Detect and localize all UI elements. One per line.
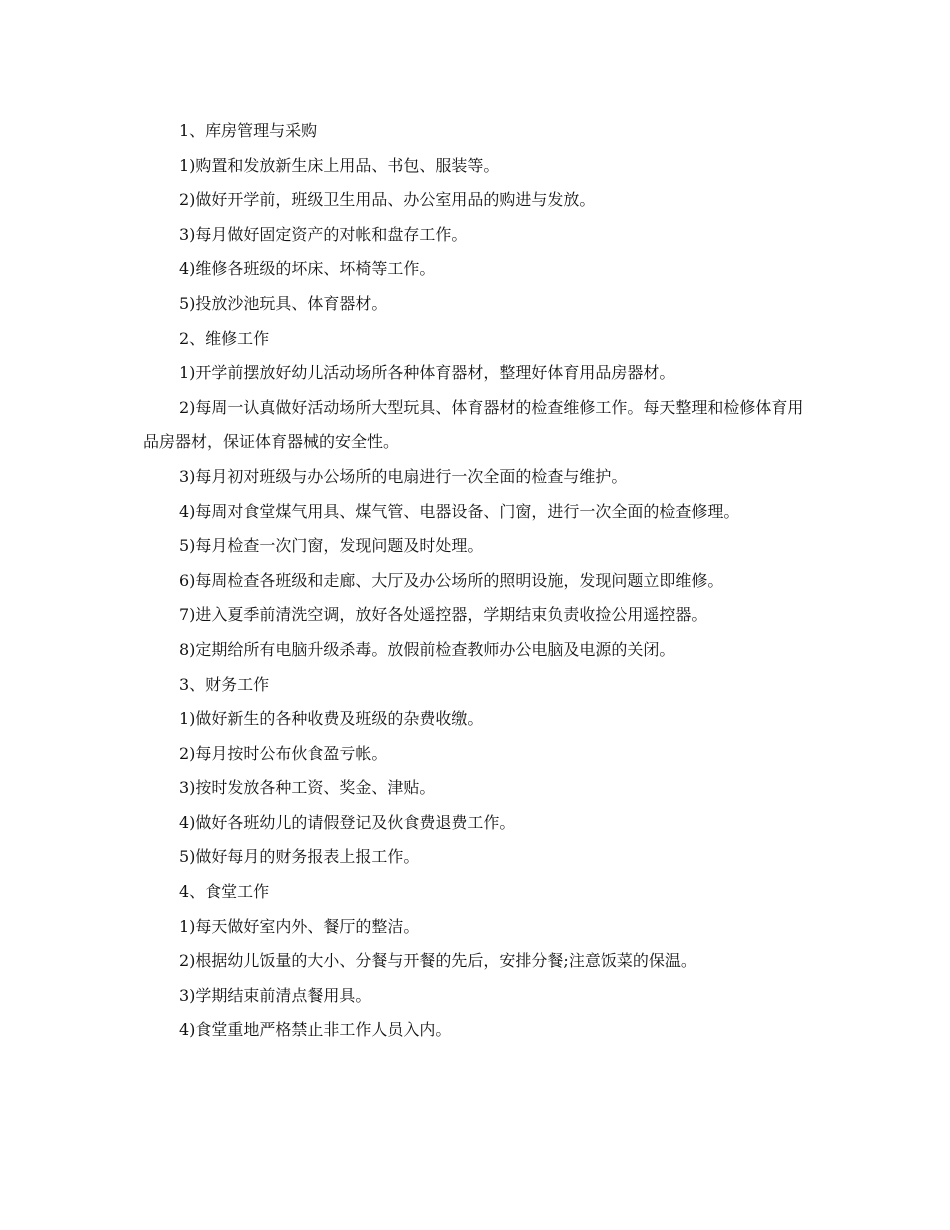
list-item: 4)每周对食堂煤气用具、煤气管、电器设备、门窗，进行一次全面的检查修理。: [179, 501, 740, 521]
document-body: [143, 114, 808, 1048]
list-item: 3)每月初对班级与办公场所的电扇进行一次全面的检查与维护。: [179, 466, 628, 486]
list-item: 2)每月按时公布伙食盈亏帐。: [179, 743, 388, 763]
list-item: 5)投放沙池玩具、体育器材。: [179, 293, 388, 313]
list-item: 2)根据幼儿饭量的大小、分餐与开餐的先后，安排分餐;注意饭菜的保温。: [179, 951, 697, 971]
list-item: 7)进入夏季前清洗空调，放好各处遥控器，学期结束负责收捡公用遥控器。: [179, 605, 708, 625]
section-heading-maintenance: 2、维修工作: [179, 328, 270, 348]
list-item: 3)每月做好固定资产的对帐和盘存工作。: [179, 224, 468, 244]
list-item: 5)每月检查一次门窗，发现问题及时处理。: [179, 536, 484, 556]
list-item: 2)每周一认真做好活动场所大型玩具、体育器材的检查维修工作。每天整理和检修体育用品房器材，保证体育器械的安全性。: [143, 397, 804, 452]
list-item: 3)学期结束前清点餐用具。: [179, 985, 372, 1005]
list-item: 3)按时发放各种工资、奖金、津贴。: [179, 778, 436, 798]
list-item: 1)购置和发放新生床上用品、书包、服装等。: [179, 155, 500, 175]
list-item: 2)做好开学前，班级卫生用品、办公室用品的购进与发放。: [179, 190, 596, 210]
list-item: 1)做好新生的各种收费及班级的杂费收缴。: [179, 709, 484, 729]
list-item: 4)食堂重地严格禁止非工作人员入内。: [179, 1020, 452, 1040]
list-item: 5)做好每月的财务报表上报工作。: [179, 847, 420, 867]
list-item: 1)每天做好室内外、餐厅的整洁。: [179, 916, 420, 936]
list-item: 4)做好各班幼儿的请假登记及伙食费退费工作。: [179, 812, 516, 832]
section-heading-warehouse: 1、库房管理与采购: [179, 121, 318, 140]
section-heading-canteen: 4、食堂工作: [179, 882, 270, 902]
list-item: 6)每周检查各班级和走廊、大厅及办公场所的照明设施，发现问题立即维修。: [179, 570, 724, 590]
list-item: 4)维修各班级的坏床、坏椅等工作。: [179, 259, 436, 279]
list-item: 1)开学前摆放好幼儿活动场所各种体育器材，整理好体育用品房器材。: [179, 363, 676, 383]
list-item: 8)定期给所有电脑升级杀毒。放假前检查教师办公电脑及电源的关闭。: [179, 639, 676, 659]
section-heading-finance: 3、财务工作: [179, 674, 270, 694]
